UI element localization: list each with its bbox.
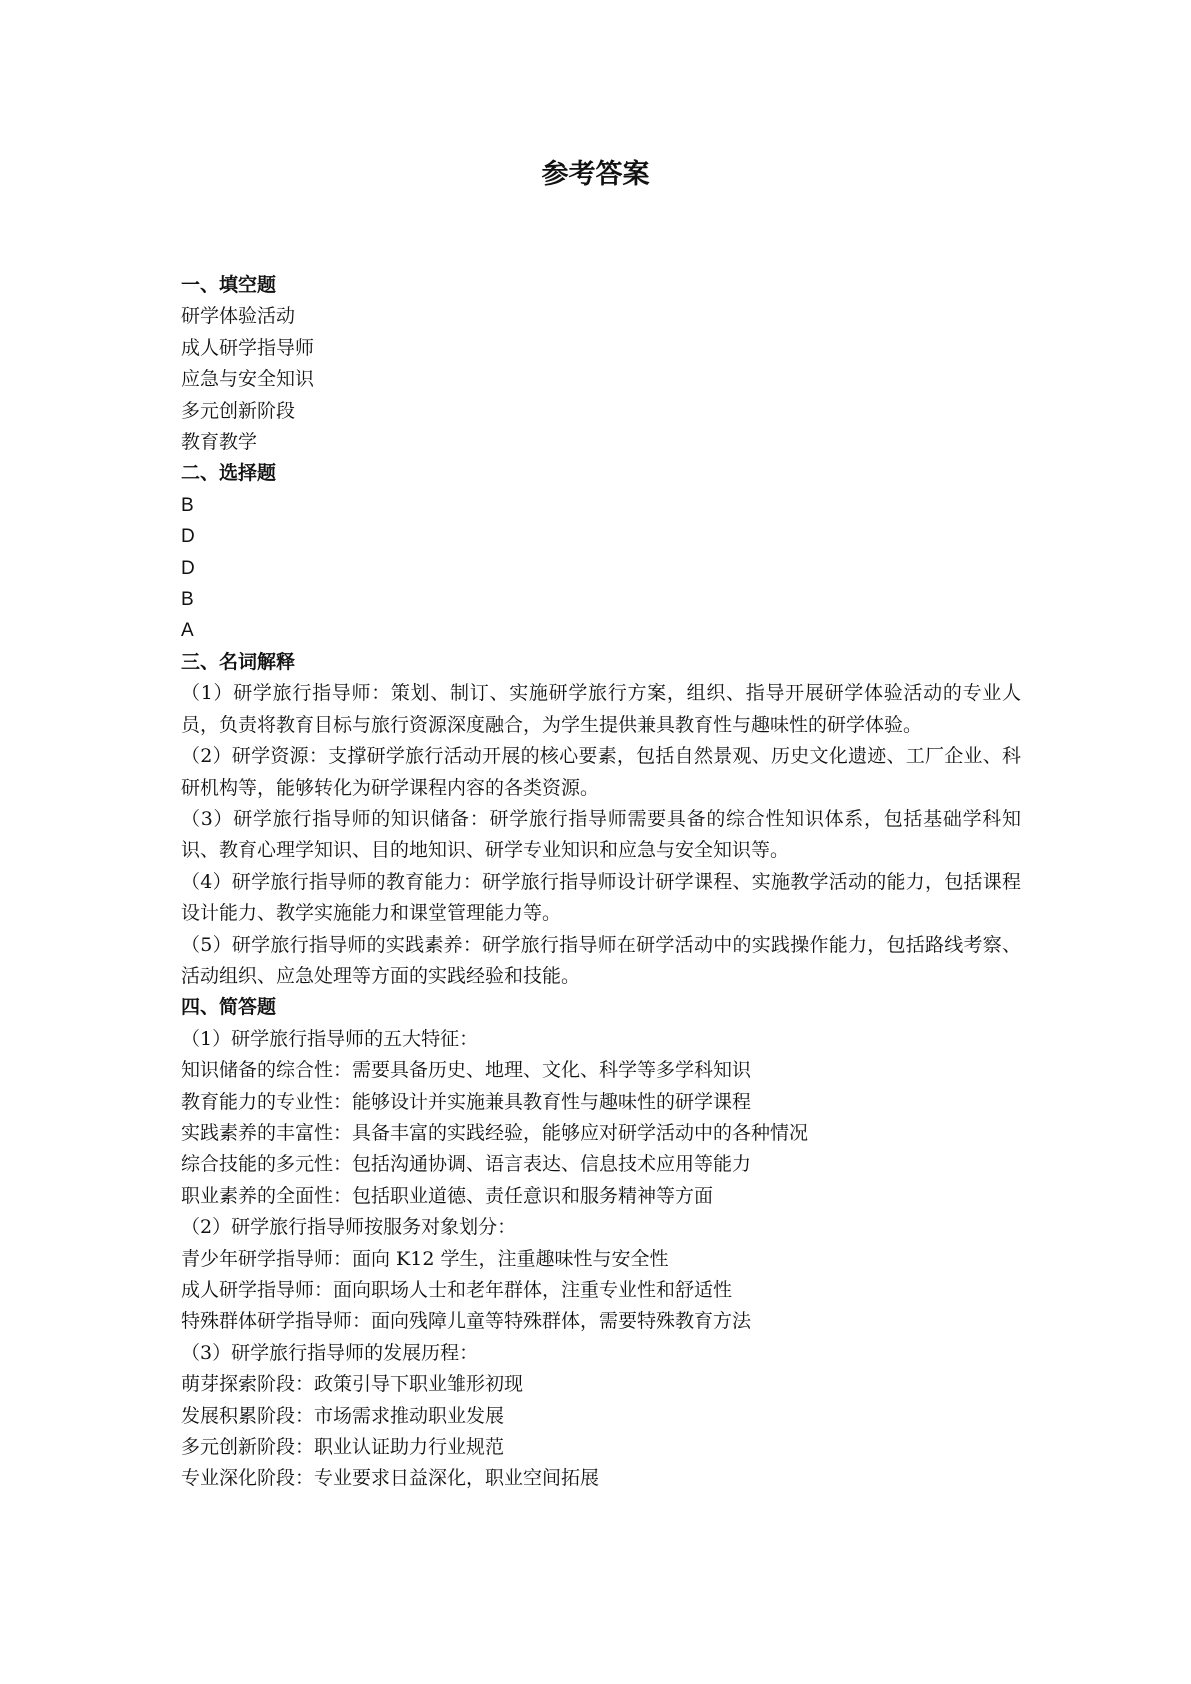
term-explanation: （4）研学旅行指导师的教育能力：研学旅行指导师设计研学课程、实施教学活动的能力，包括课程设计能力、教学实施能力和课堂管理能力等。 [181,870,1021,925]
short-answer-lead: （1）研学旅行指导师的五大特征： [181,1027,479,1050]
short-answer-lead: （2）研学旅行指导师按服务对象划分： [181,1216,517,1239]
section-heading-terms: 三、名词解释 [181,650,296,673]
answer-content [181,270,1021,1495]
term-explanation: （1）研学旅行指导师：策划、制订、实施研学旅行方案，组织、指导开展研学体验活动的专业人员，负责将教育目标与旅行资源深度融合，为学生提供兼具教育性与趣味性的研学体验。 [181,682,1021,736]
fill-blank-answer: 教育教学 [181,431,258,454]
term-explanation: （2）研学资源：支撑研学旅行活动开展的核心要素，包括自然景观、历史文化遗迹、工厂企业、科研机构等，能够转化为研学课程内容的各类资源。 [181,745,1021,799]
short-answer-line: 多元创新阶段：职业认证助力行业规范 [181,1436,505,1459]
section-heading-choice: 二、选择题 [181,462,277,485]
short-answer-line: 青少年研学指导师：面向 K12 学生，注重趣味性与安全性 [181,1247,669,1270]
short-answer-line: 知识储备的综合性：需要具备历史、地理、文化、科学等多学科知识 [181,1059,752,1082]
choice-answer: A [181,620,194,642]
section-heading-short-answer: 四、简答题 [181,996,277,1019]
short-answer-line: 成人研学指导师：面向职场人士和老年群体，注重专业性和舒适性 [181,1279,733,1301]
short-answer-line: 特殊群体研学指导师：面向残障儿童等特殊群体，需要特殊教育方法 [181,1310,752,1333]
short-answer-line: 教育能力的专业性：能够设计并实施兼具教育性与趣味性的研学课程 [181,1090,752,1113]
section-heading-fill-blank: 一、填空题 [181,274,277,296]
fill-blank-answer: 成人研学指导师 [181,336,315,359]
short-answer-lead: （3）研学旅行指导师的发展历程： [181,1341,479,1364]
short-answer-line: 专业深化阶段：专业要求日益深化，职业空间拓展 [181,1467,600,1490]
choice-answer: D [181,557,195,579]
short-answer-line: 萌芽探索阶段：政策引导下职业雏形初现 [181,1373,524,1396]
choice-answer: B [181,494,194,516]
short-answer-line: 职业素养的全面性：包括职业道德、责任意识和服务精神等方面 [181,1184,714,1207]
term-explanation: （3）研学旅行指导师的知识储备：研学旅行指导师需要具备的综合性知识体系，包括基础学科知识、教育心理学知识、目的地知识、研学专业知识和应急与安全知识等。 [181,807,1021,862]
choice-answer: D [181,526,195,548]
fill-blank-answer: 研学体验活动 [181,305,296,328]
fill-blank-answer: 应急与安全知识 [181,368,315,391]
choice-answer: B [181,589,194,611]
page-title: 参考答案 [541,159,650,190]
short-answer-line: 发展积累阶段：市场需求推动职业发展 [181,1404,505,1427]
short-answer-line: 实践素养的丰富性：具备丰富的实践经验，能够应对研学活动中的各种情况 [181,1121,809,1144]
term-explanation: （5）研学旅行指导师的实践素养：研学旅行指导师在研学活动中的实践操作能力，包括路线考察、活动组织、应急处理等方面的实践经验和技能。 [181,933,1021,987]
short-answer-line: 综合技能的多元性：包括沟通协调、语言表达、信息技术应用等能力 [181,1153,752,1176]
fill-blank-answer: 多元创新阶段 [181,399,296,422]
